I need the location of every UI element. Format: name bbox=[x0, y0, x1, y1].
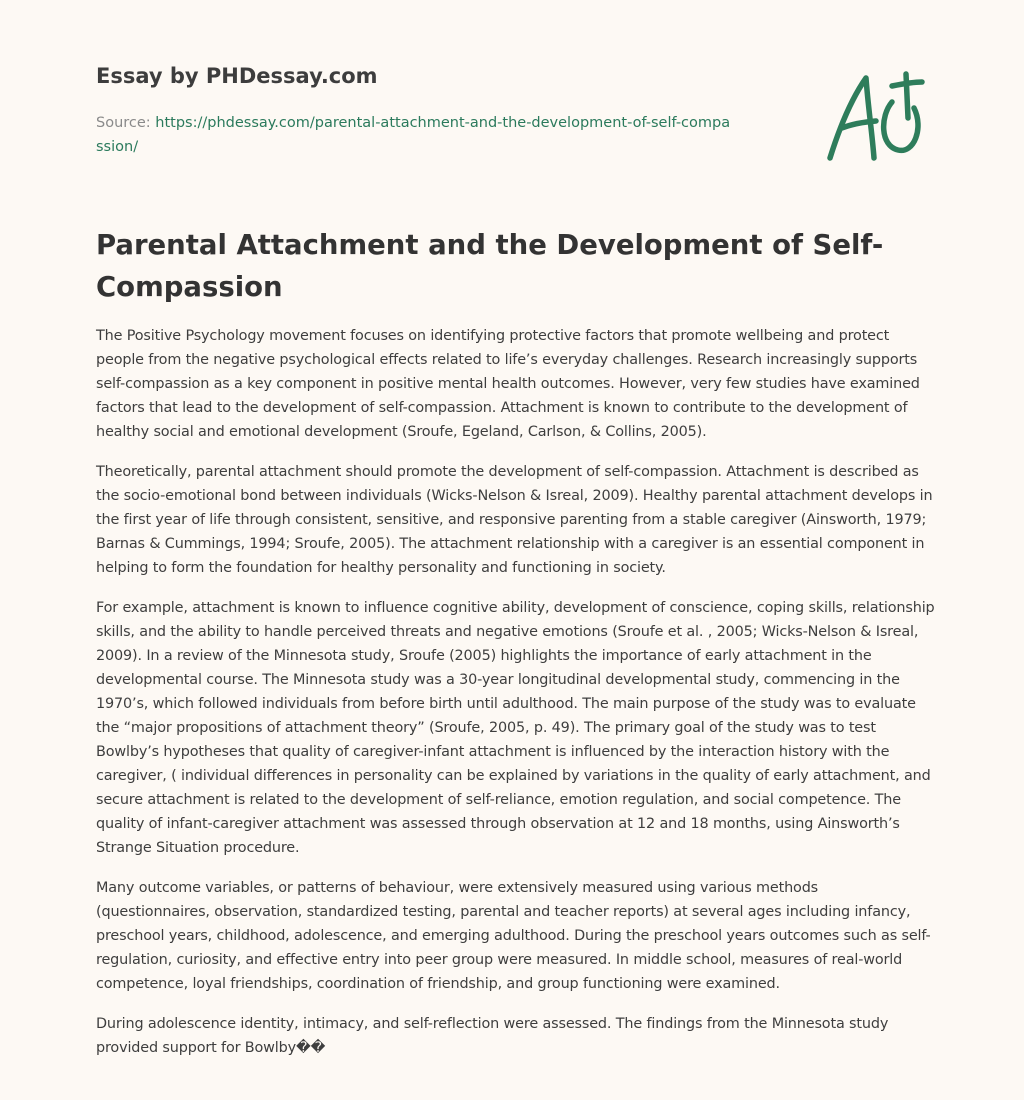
paragraph: The Positive Psychology movement focuses on identifying protective factors that promote wellbeing and protect people from the negative psychological effects related to life’s everyday challenges. Research increasingly supports self-compassion as a key component in positive mental health outcomes. However, very few studies have examined factors that lead to the development of self-compassion. Attachment is known to contribute to the development of healthy social and emotional development (Sroufe, Egeland, Carlson, & Collins, 2005). bbox=[96, 328, 920, 440]
essay-body bbox=[96, 324, 936, 1076]
a-plus-logo-icon bbox=[822, 66, 930, 166]
a-plus-logo-svg bbox=[822, 66, 930, 166]
site-name: Essay by PHDessay.com bbox=[96, 64, 378, 88]
paragraph: During adolescence identity, intimacy, and self-reflection were assessed. The findings from the Minnesota study provided support for Bowlby�� bbox=[96, 1016, 889, 1056]
paragraph: Theoretically, parental attachment should promote the development of self-compassion. Attachment is described as the socio-emotional bond between individuals (Wicks-Nelson & Isreal, 2009). Healthy parental attachment develops in the first year of life through consistent, sensitive, and responsive parenting from a stable caregiver (Ainsworth, 1979; Barnas & Cummings, 1994; Sroufe, 2005). The attachment relationship with a caregiver is an essential component in helping to form the foundation for healthy personality and functioning in society. bbox=[96, 464, 933, 576]
source-link[interactable]: https://phdessay.com/parental-attachment-and-the-development-of-self-compassion/ bbox=[96, 115, 731, 155]
source-line bbox=[96, 111, 736, 159]
paragraph: Many outcome variables, or patterns of behaviour, were extensively measured using various methods (questionnaires, observation, standardized testing, parental and teacher reports) at several ages including infancy, preschool years, childhood, adolescence, and emerging adulthood. During the preschool years outcomes such as self-regulation, curiosity, and effective entry into peer group were measured. In middle school, measures of real-world competence, loyal friendships, coordination of friendship, and group functioning were examined. bbox=[96, 880, 931, 992]
source-label: Source: bbox=[96, 115, 156, 131]
essay-title: Parental Attachment and the Development of Self-Compassion bbox=[96, 229, 884, 303]
paragraph: For example, attachment is known to influence cognitive ability, development of conscience, coping skills, relationship skills, and the ability to handle perceived threats and negative emotions (Sroufe et al. , 2005; Wicks-Nelson & Isreal, 2009). In a review of the Minnesota study, Sroufe (2005) highlights the importance of early attachment in the developmental course. The Minnesota study was a 30-year longitudinal developmental study, commencing in the 1970’s, which followed individuals from before birth until adulthood. The main purpose of the study was to evaluate the “major propositions of attachment theory” (Sroufe, 2005, p. 49). The primary goal of the study was to test Bowlby’s hypotheses that quality of caregiver-infant attachment is influenced by the interaction history with the caregiver, ( individual differences in personality can be explained by variations in the quality of early attachment, and secure attachment is related to the development of self-reliance, emotion regulation, and social competence. The quality of infant-caregiver attachment was assessed through observation at 12 and 18 months, using Ainsworth’s Strange Situation procedure. bbox=[96, 600, 935, 856]
